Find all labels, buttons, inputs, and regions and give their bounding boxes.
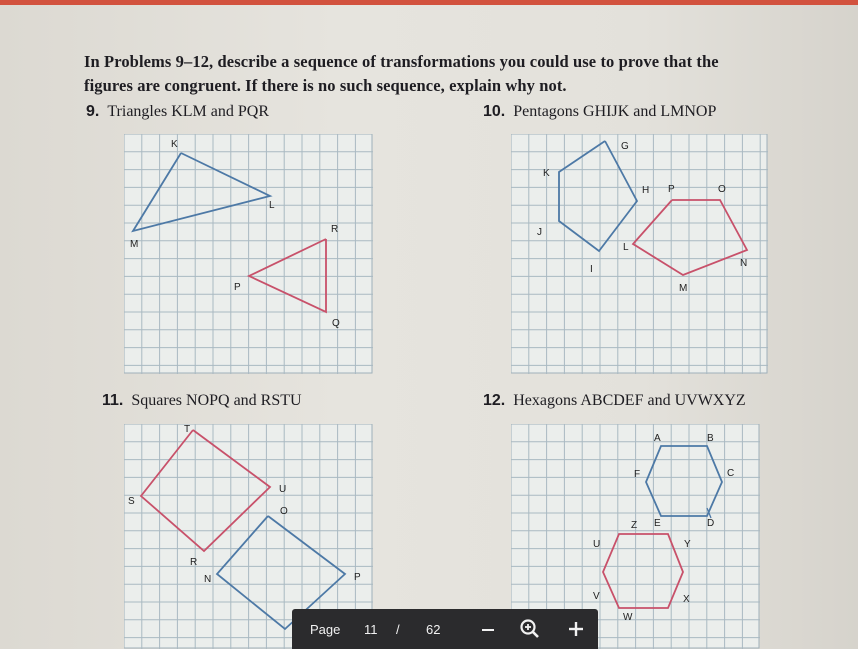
- vertex-label: B: [707, 433, 714, 444]
- vertex-label: H: [642, 185, 650, 196]
- magnifier-icon[interactable]: [518, 617, 542, 641]
- vertex-label: L: [623, 242, 629, 253]
- vertex-label: P: [234, 282, 241, 293]
- problem-12-title: Hexagons ABCDEF and UVWXYZ: [513, 392, 746, 409]
- vertex-label: C: [727, 468, 735, 479]
- vertex-label: D: [707, 518, 715, 529]
- vertex-label: V: [593, 591, 600, 602]
- total-pages: 62: [426, 622, 441, 637]
- problem-11-label: [102, 392, 302, 410]
- vertex-label: S: [128, 496, 135, 507]
- minus-icon[interactable]: [476, 617, 500, 641]
- page-navigation-bar: [292, 609, 598, 649]
- vertex-label: K: [171, 139, 178, 150]
- problem-9-label: [86, 103, 269, 121]
- vertex-label: E: [654, 518, 661, 529]
- vertex-label: N: [740, 258, 748, 269]
- vertex-label: X: [683, 594, 690, 605]
- problem-10-number: 10.: [483, 103, 506, 120]
- vertex-label: W: [623, 612, 633, 623]
- problem-11-title: Squares NOPQ and RSTU: [131, 392, 302, 409]
- vertex-label: I: [590, 264, 593, 275]
- vertex-label: L: [269, 200, 275, 211]
- problem-11-number: 11.: [102, 392, 124, 409]
- current-page-number[interactable]: 11: [364, 622, 378, 637]
- vertex-label: F: [634, 469, 641, 480]
- problem-10-figure: [511, 134, 768, 374]
- vertex-label: U: [593, 539, 601, 550]
- vertex-label: M: [130, 239, 139, 250]
- problem-12-number: 12.: [483, 392, 506, 409]
- vertex-label: P: [354, 572, 361, 583]
- problem-10-title: Pentagons GHIJK and LMNOP: [513, 103, 717, 120]
- page-separator: /: [396, 622, 400, 637]
- vertex-label: P: [668, 184, 675, 195]
- problem-9-figure: [124, 134, 373, 374]
- vertex-label: G: [621, 141, 629, 152]
- problem-9-title: Triangles KLM and PQR: [107, 103, 269, 120]
- vertex-label: Q: [332, 318, 340, 329]
- vertex-label: U: [279, 484, 287, 495]
- vertex-label: A: [654, 433, 661, 444]
- vertex-label: O: [718, 184, 726, 195]
- vertex-label: T: [184, 424, 191, 435]
- page-label: Page: [310, 622, 341, 637]
- vertex-label: M: [679, 283, 688, 294]
- problem-10-label: [483, 103, 716, 121]
- vertex-label: R: [190, 557, 198, 568]
- problem-12-label: [483, 392, 746, 410]
- vertex-label: O: [280, 506, 288, 517]
- vertex-label: Y: [684, 539, 691, 550]
- vertex-label: Z: [631, 520, 638, 531]
- vertex-label: K: [543, 168, 550, 179]
- vertex-label: R: [331, 224, 339, 235]
- instructions-text: In Problems 9–12, describe a sequence of transformations you could use to prove that the figures are congruent. If there is no such sequence, explain why not.: [84, 52, 719, 95]
- vertex-label: N: [204, 574, 212, 585]
- plus-icon[interactable]: [564, 617, 588, 641]
- vertex-label: J: [537, 227, 542, 238]
- problem-9-number: 9.: [86, 103, 100, 120]
